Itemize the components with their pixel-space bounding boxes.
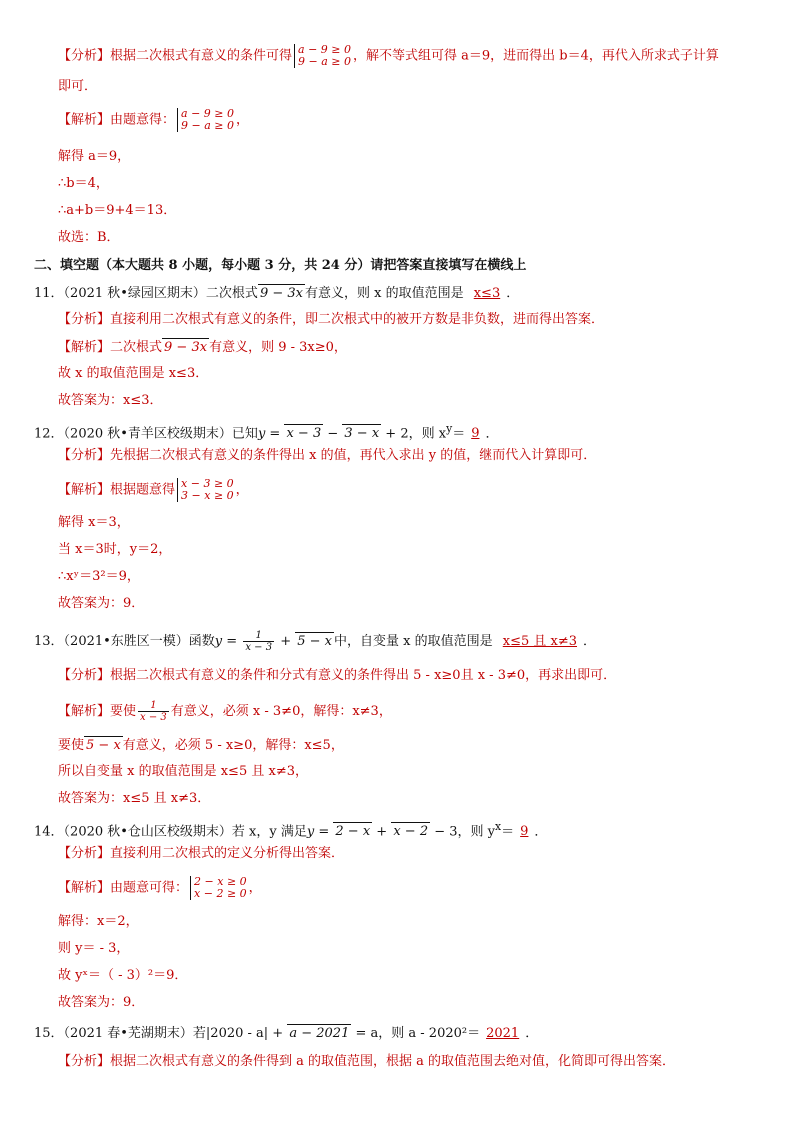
solution-line: 故答案为：x≤3． [58, 393, 163, 408]
prev-analysis: 【分析】根据二次根式有意义的条件可得 a − 9 ≥ 0 9 − a ≥ 0 ，解不等式组可得 a＝9，进而得出 b＝4，再代入所求式子计算 [58, 43, 719, 68]
question-13: 13．（2021•东胜区一模）函数y = $\frac{1}{x - 3}$ + 5 − x 中，自变量 x 的取值范围是 x≤5 且 x≠3 ． [34, 630, 597, 653]
answer-blank: 9 [471, 426, 480, 442]
solution-line: 解得：x＝2， [58, 914, 139, 929]
q11-solution: 【解析】二次根式 9 − 3x 有意义，则 9 - 3x≥0， [58, 340, 347, 355]
answer-blank: x≤5 且 x≠3 [502, 634, 578, 649]
solution-line: 故答案为：x≤5 且 x≠3． [58, 791, 211, 806]
solution-line: 故答案为：9． [58, 995, 145, 1010]
radical: a − 2021 [289, 1026, 350, 1041]
q13-analysis: 【分析】根据二次根式有意义的条件和分式有意义的条件得出 5 - x≥0且 x - 3≠0，再求出即可． [58, 668, 617, 683]
answer-blank: 2021 [486, 1026, 520, 1041]
q14-analysis: 【分析】直接利用二次根式的定义分析得出答案． [58, 846, 345, 861]
radical: 5 − x [86, 738, 121, 753]
solution-line: 则 y＝ - 3， [58, 941, 130, 956]
radical: 9 − 3x [164, 340, 208, 355]
question-14: 14．（2020 秋•仓山区校级期末）若 x，y 满足y = 2 − x + x − 2 − 3，则 $y^x= 9$ ． [34, 820, 548, 840]
prev-solution: 【解析】由题意得： a − 9 ≥ 0 9 − a ≥ 0 ， [58, 107, 250, 132]
solution-line: 当 x＝3时，y＝2， [58, 542, 172, 557]
solution-line: 故 x 的取值范围是 x≤3． [58, 366, 209, 381]
solution-line: ∴xʸ＝3²＝9， [58, 569, 140, 584]
solution-line: ∴a+b＝9+4＝13． [58, 203, 177, 218]
answer-blank: x≤3 [473, 286, 501, 301]
inequality-system: 2 − x ≥ 0 x − 2 ≥ 0 [190, 876, 247, 900]
q12-solution: 【解析】根据题意得 x − 3 ≥ 0 3 − x ≥ 0 ， [58, 477, 249, 502]
fraction: $\frac{1}{x - 3}$ [140, 700, 167, 723]
q15-analysis: 【分析】根据二次根式有意义的条件得到 a 的取值范围，根据 a 的取值范围去绝对值，化简即可得出答案． [58, 1054, 676, 1069]
solution-line: 故答案为：9． [58, 596, 145, 611]
section-title: 二、填空题（本大题共 8 小题，每小题 3 分，共 24 分）请把答案直接填写在横线上 [34, 258, 527, 273]
question-12: 12．（2020 秋•青羊区校级期末）已知y = x − 3 − 3 − x + 2，则 $x^y= 9$ ． [34, 422, 499, 442]
q13-solution: 【解析】要使 $\frac{1}{x - 3}$ 有意义，必须 x - 3≠0，解得：x≠3， [58, 700, 392, 723]
solution-line: 故 yˣ＝（ - 3）²＝9． [58, 968, 188, 983]
inequality-system: x − 3 ≥ 0 3 − x ≥ 0 [177, 478, 234, 502]
solution-line: 故选：B． [58, 230, 120, 245]
radical: 9 − 3x [259, 286, 303, 301]
q14-solution: 【解析】由题意可得： 2 − x ≥ 0 x − 2 ≥ 0 ， [58, 875, 262, 900]
inequality-system: a − 9 ≥ 0 9 − a ≥ 0 [177, 108, 234, 132]
radical: x − 2 [393, 824, 429, 840]
radical: 3 − x [344, 426, 380, 442]
q12-analysis: 【分析】先根据二次根式有意义的条件得出 x 的值，再代入求出 y 的值，继而代入计算即可． [58, 448, 597, 463]
question-11: 11．（2021 秋•绿园区期末）二次根式 9 − 3x 有意义，则 x 的取值范围是 x≤3 ． [34, 286, 520, 301]
fraction: $\frac{1}{x - 3}$ [245, 630, 273, 653]
q13-solution-2: 要使 5 − x 有意义，必须 5 - x≥0，解得：x≤5， [58, 738, 344, 753]
inequality-system: a − 9 ≥ 0 9 − a ≥ 0 [294, 44, 351, 68]
radical: 5 − x [297, 634, 332, 649]
solution-line: 解得 x＝3， [58, 515, 130, 530]
solution-line: 解得 a＝9， [58, 149, 131, 164]
answer-blank: 9 [520, 824, 529, 840]
question-15: 15．（2021 春•芜湖期末）若|2020 - a| + a − 2021 = a，则 a - 2020²＝ 2021 ． [34, 1026, 539, 1041]
radical: x − 3 [286, 426, 322, 442]
solution-line: 所以自变量 x 的取值范围是 x≤5 且 x≠3， [58, 764, 308, 779]
q11-analysis: 【分析】直接利用二次根式有意义的条件，即二次根式中的被开方数是非负数，进而得出答案． [58, 312, 605, 327]
solution-line: ∴b＝4， [58, 176, 109, 191]
prev-analysis-cont: 即可． [58, 79, 98, 94]
radical: 2 − x [335, 824, 371, 840]
